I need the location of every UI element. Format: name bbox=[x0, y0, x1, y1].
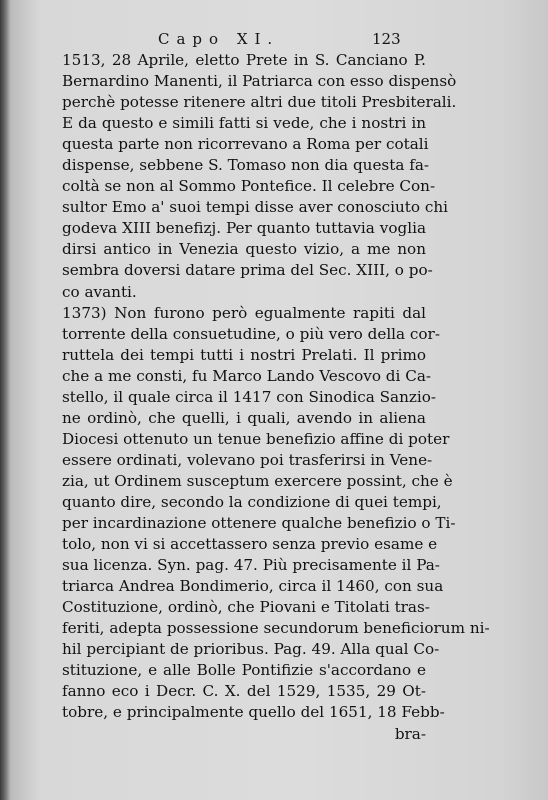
text-line: hil percipiant de prioribus. Pag. 49. Alla qual Co- bbox=[62, 640, 440, 659]
text-line: dirsi antico in Venezia questo vizio, a me non bbox=[62, 240, 426, 259]
text-line: sultor Emo a' suoi tempi disse aver conosciuto chi bbox=[62, 198, 449, 217]
text-line: triarca Andrea Bondimerio, circa il 1460, con sua bbox=[62, 577, 444, 596]
running-title: Capo XI. bbox=[158, 30, 280, 48]
text-line: torrente della consuetudine, o più vero della cor- bbox=[62, 324, 440, 343]
text-line: questa parte non ricorrevano a Roma per cotali bbox=[62, 135, 429, 154]
text-line: per incardinazione ottenere qualche benefizio o Ti- bbox=[62, 514, 456, 533]
text-line: Bernardino Manenti, il Patriarca con esso dispensò bbox=[62, 72, 457, 91]
text-line: 1513, 28 Aprile, eletto Prete in S. Canciano P. bbox=[62, 51, 426, 69]
text-line: Costituzione, ordinò, che Piovani e Titolati tras- bbox=[62, 598, 430, 617]
text-line: zia, ut Ordinem susceptum exercere possint, che è bbox=[62, 471, 453, 490]
text-line: dispense, sebbene S. Tomaso non dia questa fa- bbox=[62, 156, 430, 175]
text-line: ruttela dei tempi tutti i nostri Prelati. Il primo bbox=[62, 345, 426, 364]
text-line: che a me consti, fu Marco Lando Vescovo di Ca- bbox=[62, 366, 432, 385]
text-line: stituzione, e alle Bolle Pontifizie s'accordano e bbox=[62, 661, 426, 680]
text-line: 1373) Non furono però egualmente rapiti dal bbox=[62, 303, 426, 322]
text-line: coltà se non al Sommo Pontefice. Il celebre Con- bbox=[62, 177, 436, 196]
text-line: stello, il quale circa il 1417 con Sinodica Sanzio- bbox=[62, 387, 436, 406]
text-line: ne ordinò, che quelli, i quali, avendo in aliena bbox=[62, 408, 426, 427]
text-line: essere ordinati, volevano poi trasferirsi in Vene- bbox=[62, 450, 433, 469]
text-line: tobre, e principalmente quello del 1651, 18 Febb- bbox=[62, 703, 445, 722]
text-line: fanno eco i Decr. C. X. del 1529, 1535, 29 Ot- bbox=[62, 682, 426, 701]
text-line: godeva XIII benefizj. Per quanto tuttavia voglia bbox=[62, 219, 426, 238]
gutter-shadow bbox=[0, 0, 10, 800]
text-line: feriti, adepta possessione secundorum beneficiorum ni- bbox=[62, 619, 490, 638]
text-line: perchè potesse ritenere altri due titoli Presbiterali. bbox=[62, 93, 457, 112]
page-number: 123 bbox=[372, 30, 401, 48]
text-line: co avanti. bbox=[62, 282, 137, 301]
text-line: sua licenza. Syn. pag. 47. Più precisamente il Pa- bbox=[62, 556, 440, 575]
text-line: quanto dire, secondo la condizione di quei tempi, bbox=[62, 492, 442, 511]
text-line: bra- bbox=[394, 724, 426, 743]
text-line: tolo, non vi si accettassero senza previo esame e bbox=[62, 535, 438, 554]
text-line: E da questo e simili fatti si vede, che i nostri in bbox=[62, 114, 426, 133]
text-line: Diocesi ottenuto un tenue benefizio affine di poter bbox=[62, 429, 450, 448]
body-text bbox=[62, 50, 490, 745]
text-line: sembra doversi datare prima del Sec. XIII, o po- bbox=[62, 261, 433, 280]
